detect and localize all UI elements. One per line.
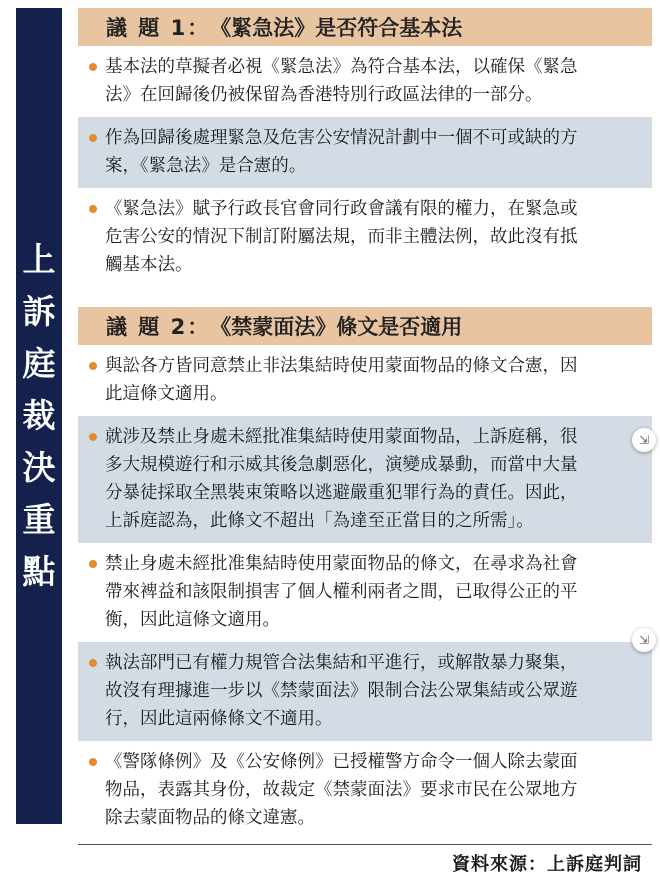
point-text: 與訟各方皆同意禁止非法集結時使用蒙面物品的條文合憲，因 此這條文適用。	[105, 356, 578, 404]
bullet-icon	[89, 134, 97, 142]
point-text: 就涉及禁止身處未經批准集結時使用蒙面物品，上訴庭稱，很 多大規模遊行和示威其後急劇惡化，演變成暴動，而當中大量 分暴徒採取全黑裝束策略以逃避嚴重犯罪行為的責任。因此， 上訴庭認為，此條文不超出「為達至正當目的之所需」。	[105, 427, 578, 531]
sidebar-char: 上	[22, 240, 56, 279]
issue-1-title: 《緊急法》是否符合基本法	[210, 16, 463, 40]
issue-2-header	[78, 307, 652, 345]
point-text: 執法部門已有權力規管合法集結和平進行，或解散暴力聚集， 故沒有理據進一步以《禁蒙面法》限制合法公眾集結或公眾遊 行，因此這兩條條文不適用。	[105, 653, 578, 729]
point-text: 《緊急法》賦予行政長官會同行政會議有限的權力，在緊急或 危害公安的情況下制訂附屬法規，而非主體法例，故此沒有抵 觸基本法。	[105, 199, 578, 275]
issue-1-point-2	[78, 117, 652, 188]
issue-2-title: 《禁蒙面法》條文是否適用	[210, 315, 463, 339]
bullet-icon	[89, 659, 97, 667]
sidebar-char: 點	[22, 552, 56, 591]
issue-1-header	[78, 8, 652, 46]
bullet-icon	[89, 560, 97, 568]
point-text: 《警隊條例》及《公安條例》已授權警方命令一個人除去蒙面 物品，表露其身份，故裁定《禁蒙面法》要求市民在公眾地方 除去蒙面物品的條文違憲。	[105, 752, 578, 828]
issue-2-label: 議 題 2：	[106, 315, 211, 339]
issue-2-point-4	[78, 642, 652, 741]
issue-1-point-3	[78, 188, 652, 287]
bullet-icon	[89, 63, 97, 71]
issue-2-point-2	[78, 416, 652, 543]
main-content	[78, 8, 652, 876]
issue-2-point-3	[78, 543, 652, 642]
sidebar-char: 庭	[22, 344, 56, 383]
point-text: 基本法的草擬者必視《緊急法》為符合基本法，以確保《緊急 法》在回歸後仍被保留為香港特別行政區法律的一部分。	[105, 57, 578, 105]
point-text: 作為回歸後處理緊急及危害公安情況計劃中一個不可或缺的方 案，《緊急法》是合憲的。	[105, 128, 578, 176]
expand-icon[interactable]: ⇲	[632, 428, 656, 452]
expand-icon[interactable]: ⇲	[632, 628, 656, 652]
issue-2-point-5	[78, 741, 652, 840]
sidebar-title	[16, 8, 62, 824]
bullet-icon	[89, 362, 97, 370]
issue-2-point-1	[78, 345, 652, 416]
issue-1-point-1	[78, 46, 652, 117]
bullet-icon	[89, 758, 97, 766]
sidebar-char: 訴	[22, 292, 56, 331]
point-text: 禁止身處未經批准集結時使用蒙面物品的條文，在尋求為社會 帶來裨益和該限制損害了個人權利兩者之間，已取得公正的平 衡，因此這條文適用。	[105, 554, 578, 630]
source-credit: 資料來源：上訴庭判詞	[452, 854, 642, 875]
sidebar-char: 裁	[22, 396, 56, 435]
bullet-icon	[89, 205, 97, 213]
sidebar-char: 重	[22, 500, 56, 539]
issue-1-label: 議 題 1：	[106, 16, 211, 40]
bullet-icon	[89, 433, 97, 441]
sidebar-char: 決	[22, 448, 56, 487]
